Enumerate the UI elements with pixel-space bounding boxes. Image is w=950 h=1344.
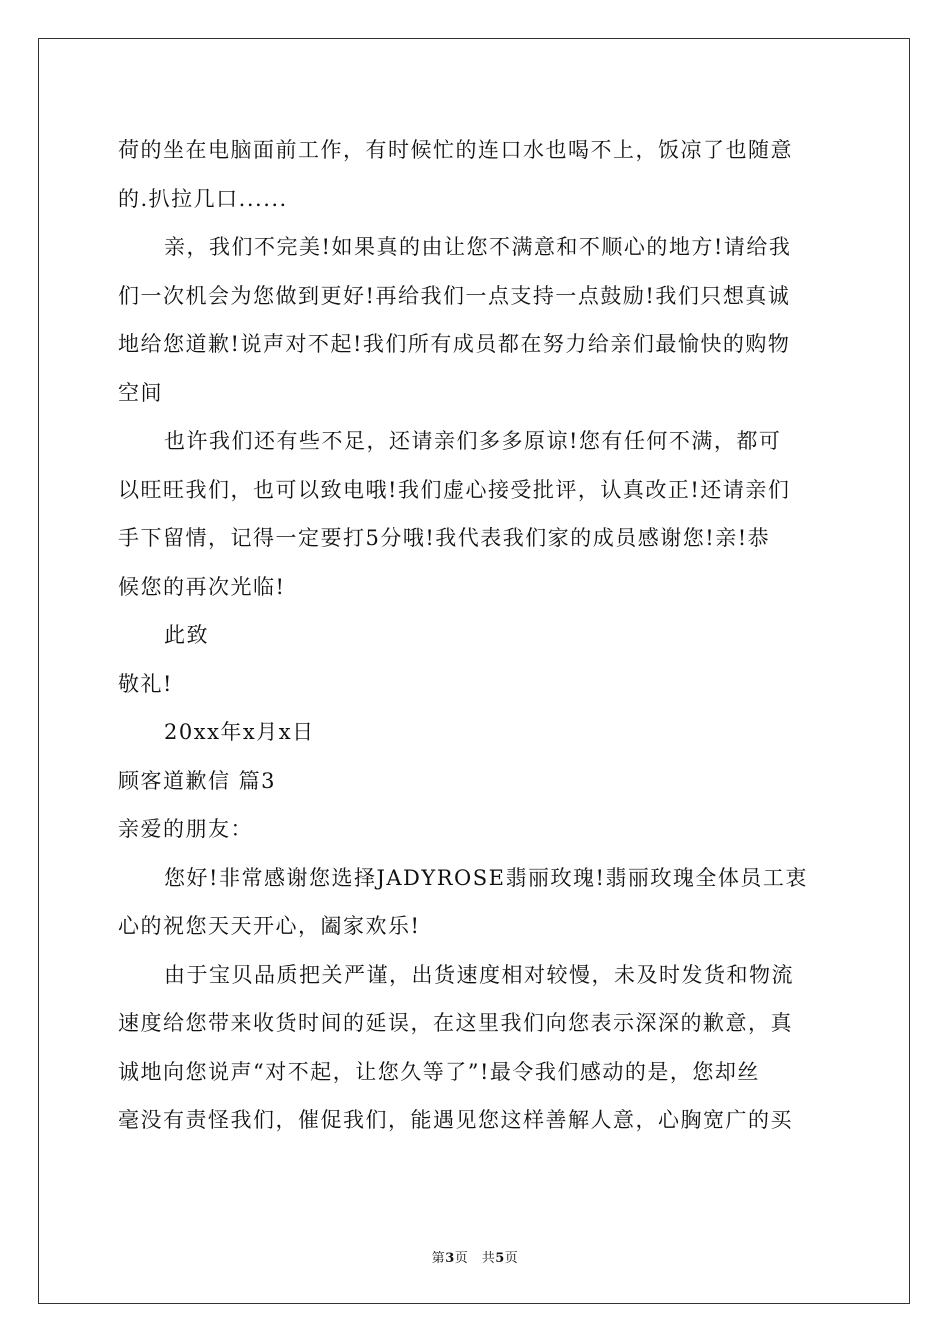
text-line-4: 们一次机会为您做到更好!再给我们一点支持一点鼓励!我们只想真诚 <box>118 283 791 308</box>
section-heading: 顾客道歉信 篇3 <box>118 768 277 793</box>
text-line-7: 也许我们还有些不足，还请亲们多多原谅!您有任何不满，都可 <box>164 429 782 453</box>
letter-date: 20xx年x月x日 <box>164 720 315 744</box>
text-line-9: 手下留情，记得一定要打5分哦!我代表我们家的成员感谢您!亲!恭 <box>118 526 771 550</box>
page-label-suffix: 页 <box>504 1251 519 1266</box>
text-line-21: 毫没有责怪我们，催促我们，能遇见您这样善解人意，心胸宽广的买 <box>118 1108 793 1132</box>
text-line-18: 由于宝贝品质把关严谨，出货速度相对较慢，未及时发货和物流 <box>164 962 794 987</box>
closing-regards: 敬礼! <box>118 671 173 696</box>
document-body <box>118 126 834 1145</box>
text-line-17: 心的祝您天天开心，阖家欢乐! <box>118 914 421 938</box>
text-line-16: 您好!非常感谢您选择JADYROSE翡丽玫瑰!翡丽玫瑰全体员工衷 <box>164 865 808 890</box>
text-line-6: 空间 <box>118 380 163 405</box>
text-line-8: 以旺旺我们，也可以致电哦!我们虚心接受批评，认真改正!还请亲们 <box>118 477 791 502</box>
page-label-prefix: 第 <box>431 1251 446 1266</box>
text-line-1: 荷的坐在电脑面前工作，有时候忙的连口水也喝不上，饭凉了也随意 <box>118 138 793 162</box>
text-line-10: 候您的再次光临! <box>118 574 286 599</box>
text-line-5: 地给您道歉!说声对不起!我们所有成员都在努力给亲们最愉快的购物 <box>118 332 791 356</box>
letter-greeting: 亲爱的朋友： <box>118 817 253 841</box>
page-label-mid: 页 共 <box>454 1251 496 1266</box>
text-line-2: 的.扒拉几口...... <box>118 186 288 211</box>
text-line-20: 诚地向您说声“对不起，让您久等了”!最令我们感动的是，您却丝 <box>118 1059 760 1084</box>
page-total-number: 5 <box>495 1251 505 1266</box>
page-footer <box>0 1247 950 1266</box>
text-line-3: 亲，我们不完美!如果真的由让您不满意和不顺心的地方!请给我 <box>164 235 792 259</box>
closing-salutation: 此致 <box>164 623 209 647</box>
text-line-19: 速度给您带来收货时间的延误，在这里我们向您表示深深的歉意，真 <box>118 1011 793 1035</box>
page-current-number: 3 <box>445 1251 455 1266</box>
